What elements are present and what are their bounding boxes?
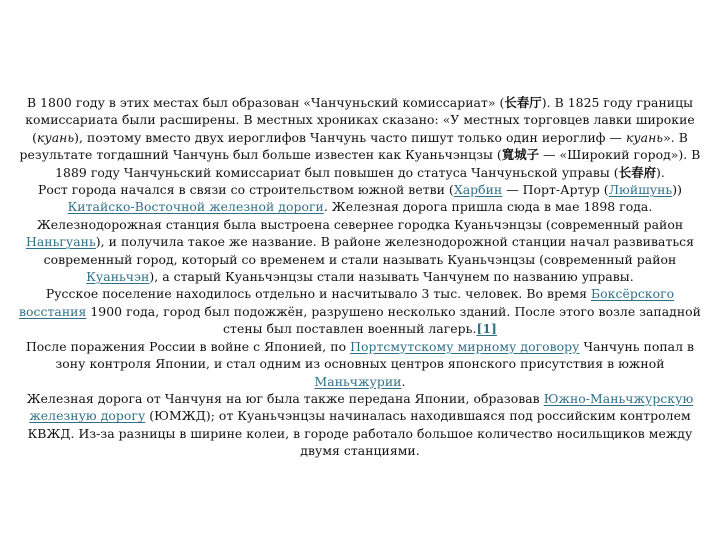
text: ), и получила такое же название. В районе железнодорожной станции начал развиваться современный город, который со временем и стали называть Куаньчэнцзы (современный район <box>43 234 695 267</box>
link-kuancheng[interactable]: Куаньчэн <box>86 269 150 285</box>
link-boxer-rebellion[interactable]: Боксёрского восстания <box>19 286 675 319</box>
paragraph-south-manchuria-railway <box>18 390 702 460</box>
paragraph-railway-growth <box>18 181 702 216</box>
link-harbin[interactable]: Харбин <box>453 182 503 198</box>
italic-term-kuan: куань <box>625 129 664 145</box>
text: Железнодорожная станция была выстроена севернее городка Куаньчэнцзы (современный район <box>36 216 684 232</box>
text: Железная дорога от Чанчуня на юг была также передана Японии, образовав <box>26 390 544 406</box>
text: В 1800 году в этих местах был образован «Чанчуньский комиссариат» ( <box>26 95 505 110</box>
text: Русское поселение находилось отдельно и насчитывало 3 тыс. человек. Во время <box>45 286 591 302</box>
chinese-name-kuanchengzi: 寬城子 <box>501 147 540 163</box>
text: ). <box>656 164 665 180</box>
text: ». В результате тогдашний Чанчунь был больше известен как Куаньчэнцзы ( <box>19 129 688 163</box>
text: . Железная дорога пришла сюда в мае 1898 года. <box>323 199 653 215</box>
link-lushun[interactable]: Люйшунь <box>608 182 673 198</box>
text: )) <box>672 182 683 198</box>
text: — «Широкий город»). В 1889 году Чанчуньский комиссариат был повышен до статуса Чанчуньской управы ( <box>55 147 701 180</box>
link-portsmouth-treaty[interactable]: Портсмутскому мирному договору <box>350 338 580 354</box>
chinese-name-changchun-ting: 长春厅 <box>504 95 542 110</box>
text: 1900 года, город был подожжён, разрушено несколько зданий. После этого возле западной стены был поставлен военный лагерь. <box>86 303 701 337</box>
text: (ЮМЖД); от Куаньчэнцзы начиналась находившаяся под российским контролем КВЖД. Из-за разницы в ширине колеи, в городе работало большое количество носильщиков между двумя станциями. <box>27 408 693 459</box>
footnote-link[interactable]: [1] <box>476 321 497 337</box>
link-nanguan[interactable]: Наньгуань <box>25 234 96 250</box>
paragraph-railway-station <box>18 216 702 286</box>
text: После поражения России в войне с Японией, по <box>25 338 351 354</box>
text: ), а старый Куаньчэнцзы стали называть Чанчунем по названию управы. <box>149 269 634 285</box>
text: Рост города начался в связи со строительством южной ветви ( <box>37 182 454 198</box>
paragraph-japanese-control <box>18 338 702 390</box>
text: — Порт-Артур ( <box>502 182 609 198</box>
text: ), поэтому вместо двух иероглифов Чанчунь часто пишут только один иероглиф — <box>74 129 626 145</box>
text: . <box>401 373 406 389</box>
paragraph-history-1800 <box>18 94 702 181</box>
link-manchuria[interactable]: Маньчжурии <box>314 373 402 389</box>
chinese-name-changchun-fu: 长春府 <box>618 164 657 180</box>
italic-term-kuan: куань <box>37 129 75 145</box>
text: Чанчунь попал в зону контроля Японии, и стал одним из основных центров японского присутствия в южной <box>55 338 695 372</box>
text: ). В 1825 году границы комиссариата были расширены. В местных хрониках сказано: «У местных торговцев лавки широкие ( <box>25 95 695 145</box>
article-body <box>18 94 702 460</box>
paragraph-russian-settlement <box>18 285 702 337</box>
link-south-manchuria-railway[interactable]: Южно-Маньчжурскую железную дорогу <box>29 390 694 424</box>
link-chinese-eastern-railway[interactable]: Китайско-Восточной железной дороги <box>67 199 324 215</box>
